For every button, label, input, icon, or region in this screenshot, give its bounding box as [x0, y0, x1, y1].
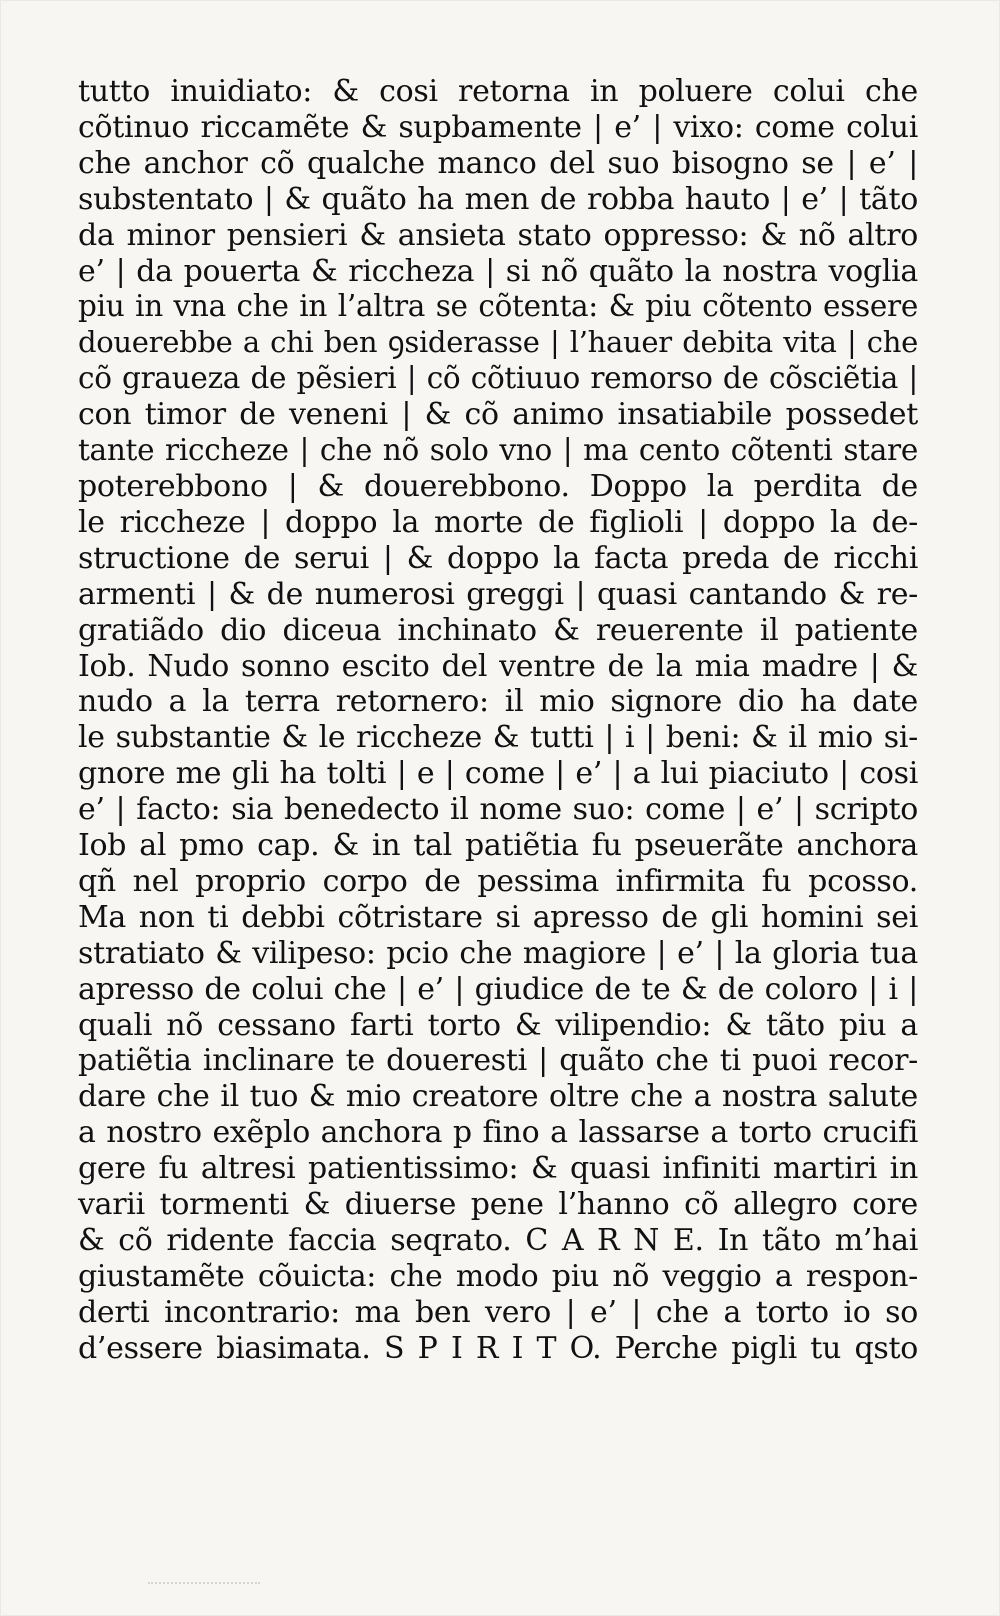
text-line: da minor pensieri & ansieta stato oppresso: & nõ altro	[78, 217, 918, 253]
body-text	[78, 74, 918, 1367]
text-line: con timor de veneni | & cõ animo insatiabile possedet	[78, 397, 918, 433]
text-line: gnore me gli ha tolti | e | come | e’ | a lui piaciuto | cosi	[78, 756, 918, 792]
text-line: dare che il tuo & mio creatore oltre che a nostra salute	[78, 1079, 918, 1115]
text-line: d’essere biasimata. S P I R I T O. Perche pigli tu qsto	[78, 1330, 918, 1366]
text-line: Iob al pmo cap. & in tal patiẽtia fu pseuerãte anchora	[78, 828, 918, 864]
text-line: & cõ ridente faccia seqrato. C A R N E. In tãto m’hai	[78, 1223, 918, 1258]
text-line: patiẽtia inclinare te doueresti | quãto che ti puoi recor-	[78, 1043, 918, 1079]
text-line: douerebbe a chi ben ꝯsiderasse | l’hauer debita vita | che	[78, 325, 918, 360]
text-line: poterebbono | & douerebbono. Doppo la perdita de	[78, 468, 918, 504]
text-line: quali nõ cessano farti torto & vilipendio: & tãto piu a	[78, 1007, 918, 1043]
text-line: le riccheze | doppo la morte de figlioli | doppo la de-	[78, 504, 918, 540]
text-line: stratiato & vilipeso: pcio che magiore | e’ | la gloria tua	[78, 935, 918, 971]
text-line: giustamẽte cõuicta: che modo piu nõ veggio a respon-	[78, 1258, 918, 1294]
text-line: varii tormenti & diuerse pene l’hanno cõ allegro core	[78, 1187, 918, 1223]
text-line: e’ | facto: sia benedecto il nome suo: come | e’ | scripto	[78, 792, 918, 828]
text-line: gratiãdo dio diceua inchinato & reuerente il patiente	[78, 612, 918, 648]
text-line: apresso de colui che | e’ | giudice de te & de coloro | i |	[78, 971, 918, 1007]
text-line: nudo a la terra retornero: il mio signore dio ha date	[78, 684, 918, 720]
text-line: e’ | da pouerta & riccheza | si nõ quãto la nostra voglia	[78, 253, 918, 289]
text-line: Ma non ti debbi cõtristare si apresso de gli homini sei	[78, 899, 918, 935]
text-line: armenti | & de numerosi greggi | quasi cantando & re-	[78, 576, 918, 612]
text-line: a nostro exẽplo anchora p fino a lassarse a torto crucifi	[78, 1115, 918, 1151]
text-line: tutto inuidiato: & cosi retorna in poluere colui che	[78, 74, 918, 109]
page-smudge	[148, 1582, 260, 1590]
text-line: piu in vna che in l’altra se cõtenta: & piu cõtento essere	[78, 289, 918, 324]
text-line: qñ nel proprio corpo de pessima infirmita fu pcosso.	[78, 863, 918, 899]
text-line: derti incontrario: ma ben vero | e’ | che a torto io so	[78, 1294, 918, 1330]
text-line: cõtinuo riccamẽte & supbamente | e’ | vixo: come colui	[78, 109, 918, 145]
text-line: structione de serui | & doppo la facta preda de ricchi	[78, 540, 918, 576]
text-line: le substantie & le riccheze & tutti | i | beni: & il mio si-	[78, 720, 918, 756]
text-line: che anchor cõ qualche manco del suo bisogno se | e’ |	[78, 145, 918, 181]
text-line: Iob. Nudo sonno escito del ventre de la mia madre | &	[78, 648, 918, 684]
text-line: tante riccheze | che nõ solo vno | ma cento cõtenti stare	[78, 433, 918, 468]
text-line: cõ graueza de pẽsieri | cõ cõtiuuo remorso de cõsciẽtia |	[78, 361, 918, 396]
text-line: substentato | & quãto ha men de robba hauto | e’ | tãto	[78, 181, 918, 217]
text-line: gere fu altresi patientissimo: & quasi infiniti martiri in	[78, 1151, 918, 1187]
